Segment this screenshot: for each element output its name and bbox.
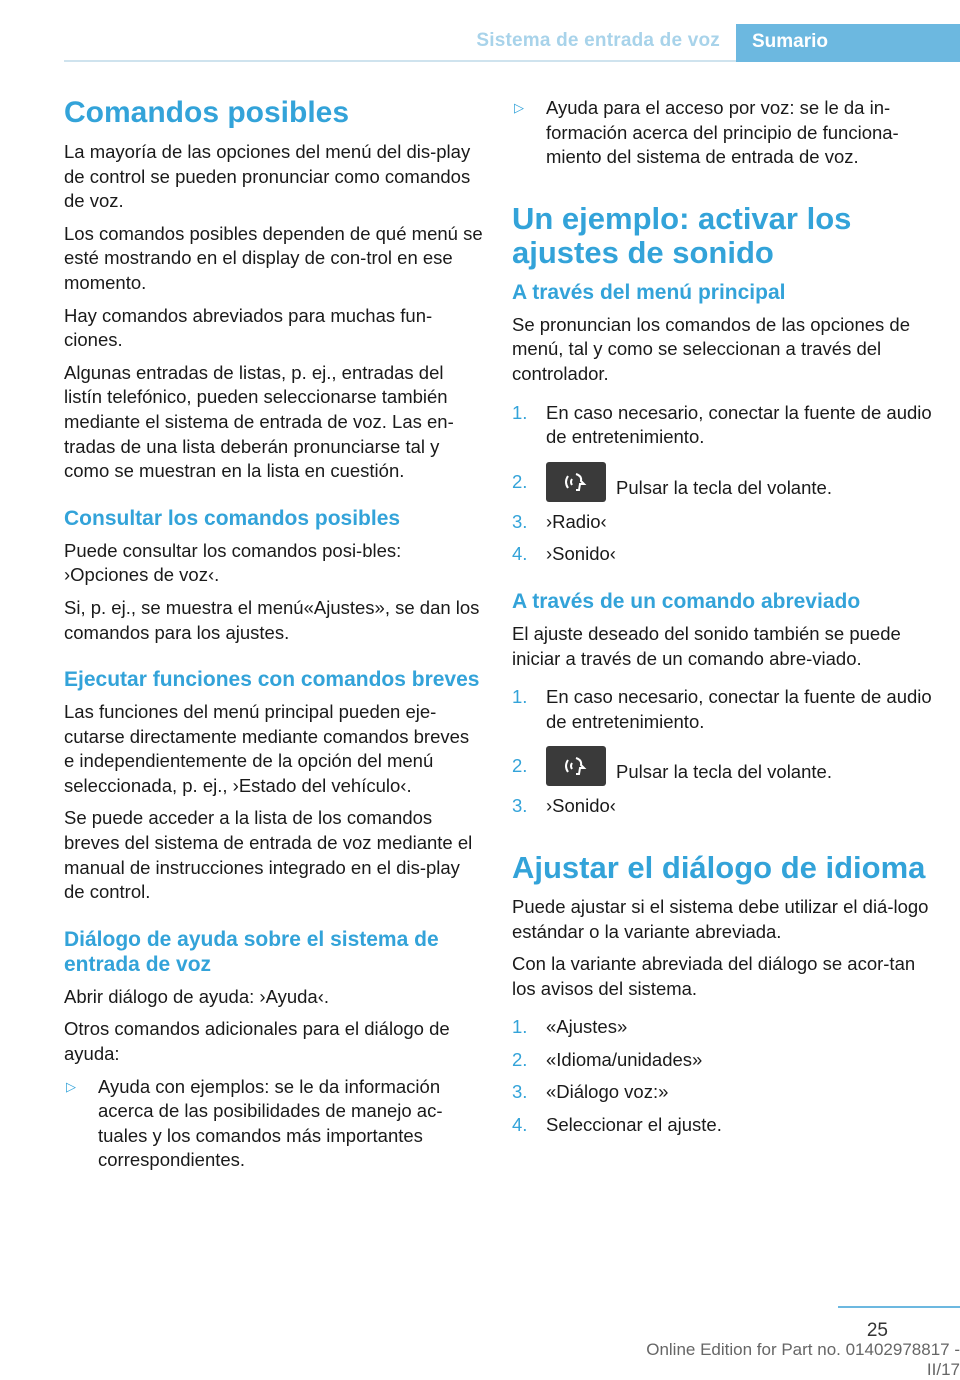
list-item: ▷ Ayuda con ejemplos: se le da información acerca de las posibilidades de manejo ac-tuales y los comandos más importantes correspondientes. <box>66 1075 443 1171</box>
list-item: 3. ›Sonido‹ <box>512 795 616 817</box>
list-item: 2. «Idioma/unidades» <box>512 1048 703 1070</box>
paragraph: Se pronuncian los comandos de las opciones de menú, tal y como se seleccionan a través del controlador. <box>512 313 911 384</box>
paragraph: Los comandos posibles dependen de qué menú se esté mostrando en el display de con-trol en ese momento. <box>64 222 483 293</box>
list-item: 1. En caso necesario, conectar la fuente de audio de entretenimiento. <box>512 686 932 732</box>
paragraph: Las funciones del menú principal pueden eje-cutarse directamente mediante comandos breves e independientemente de la opción del menú seleccionada, p. ej., ›Estado del vehículo‹. <box>64 701 470 796</box>
heading-dialogo-ayuda: Diálogo de ayuda sobre el sistema de entrada de voz <box>64 927 439 976</box>
paragraph: La mayoría de las opciones del menú del dis-play de control se pueden pronunciar como comandos de voz. <box>64 141 471 212</box>
list-item: 4. ›Sonido‹ <box>512 543 616 565</box>
list-item: 1. En caso necesario, conectar la fuente de audio de entretenimiento. <box>512 401 932 448</box>
list-item: 3. «Diálogo voz:» <box>512 1081 669 1103</box>
list-item: 2. Pulsar la tecla del volante. <box>512 746 932 786</box>
voice-command-key-icon <box>546 746 606 786</box>
heading-consultar: Consultar los comandos posibles <box>64 506 401 530</box>
page-number: 25 <box>866 1320 888 1341</box>
list-item: 2. Pulsar la tecla del volante. <box>512 462 932 502</box>
triangle-bullet-icon: ▷ <box>514 100 524 115</box>
paragraph: Puede ajustar si el sistema debe utilizar el diá-logo estándar o la variante abreviada. <box>512 895 929 942</box>
heading-ejecutar: Ejecutar funciones con comandos breves <box>64 668 480 692</box>
heading-comandos-posibles: Comandos posibles <box>64 96 350 129</box>
voice-command-key-icon <box>546 462 606 502</box>
paragraph: Con la variante abreviada del diálogo se acor-tan los avisos del sistema. <box>512 953 916 999</box>
right-column <box>512 96 932 1146</box>
list-item: 3. ›Radio‹ <box>512 510 607 532</box>
paragraph: Algunas entradas de listas, p. ej., entradas del listín telefónico, pueden seleccionarse también mediante el sistema de entrada de voz. Las en-tradas de una lista deberán pronunciarse tal y como se muestran en la lista en cuestión. <box>64 361 454 482</box>
list-item: ▷ Ayuda para el acceso por voz: se le da in-formación acerca del principio de funciona-miento del sistema de entrada de voz. <box>514 97 899 168</box>
paragraph: Puede consultar los comandos posi-bles: ›Opciones de voz‹. <box>64 539 402 586</box>
header-tab[interactable] <box>736 24 960 62</box>
paragraph: Si, p. ej., se muestra el menú«Ajustes», se dan los comandos para los ajustes. <box>64 596 480 643</box>
paragraph: Abrir diálogo de ayuda: ›Ayuda‹. <box>64 985 329 1007</box>
paragraph: El ajuste deseado del sonido también se puede iniciar a través de un comando abre-viado. <box>512 622 901 669</box>
heading-comando-abreviado: A través de un comando abreviado <box>512 589 861 613</box>
heading-idioma: Ajustar el diálogo de idioma <box>512 849 926 885</box>
left-column <box>64 96 484 1181</box>
paragraph: Hay comandos abreviados para muchas fun-ciones. <box>64 304 433 351</box>
paragraph: Se puede acceder a la lista de los comandos breves del sistema de entrada de voz mediante el manual de instrucciones integrado en el dis-play de control. <box>64 807 473 903</box>
list-item: 1. «Ajustes» <box>512 1016 628 1038</box>
triangle-bullet-icon: ▷ <box>66 1078 76 1094</box>
footer-rule <box>838 1306 960 1308</box>
footer-edition: Online Edition for Part no. 01402978817 - II/17 <box>646 1340 960 1379</box>
header-section-title: Sistema de entrada de voz <box>476 30 720 51</box>
header-tab-label: Sumario <box>752 31 829 52</box>
heading-ejemplo: Un ejemplo: activar los ajustes de sonido <box>512 200 852 270</box>
list-item: 4. Seleccionar el ajuste. <box>512 1114 722 1136</box>
heading-menu-principal: A través del menú principal <box>512 280 786 304</box>
paragraph: Otros comandos adicionales para el diálogo de ayuda: <box>64 1018 450 1065</box>
